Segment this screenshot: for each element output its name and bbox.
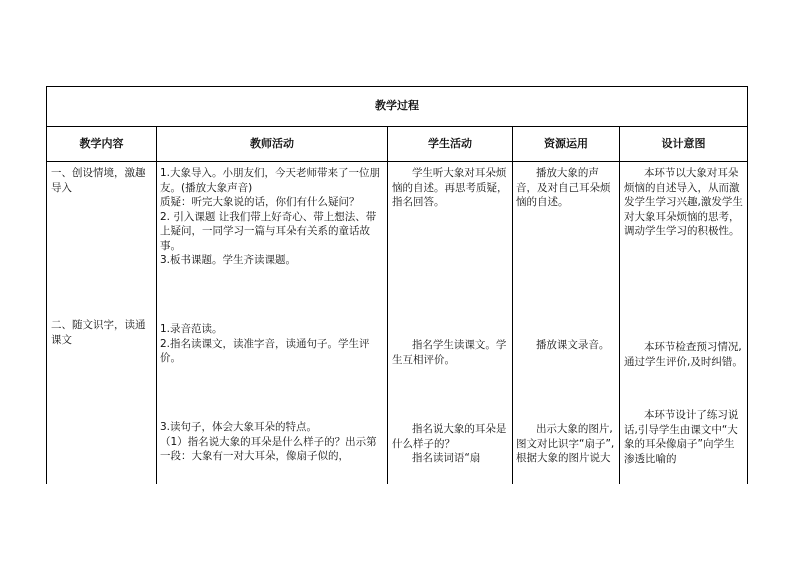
header-student-activity: 学生活动 <box>428 137 472 150</box>
teacher-paragraph: 1.录音范读。 <box>160 323 223 335</box>
table-border-right <box>747 86 748 484</box>
teacher-paragraph: 3.读句子，体会大象耳朵的特点。 <box>160 421 318 433</box>
student-activity-3 <box>392 422 508 484</box>
design-intent-2: 本环节检查预习情况,通过学生评价,及时纠错。 <box>624 341 743 368</box>
student-paragraph: 指名说大象的耳朵是什么样子的？ <box>392 423 507 450</box>
column-divider <box>156 126 157 484</box>
table-border-top <box>46 86 748 87</box>
column-divider <box>512 126 513 484</box>
resource-2: 播放课文录音。 <box>535 339 610 351</box>
teacher-paragraph: （1）指名说大象的耳朵是什么样子的？出示第一段：大象有一对大耳朵，像扇子似的， <box>160 435 377 462</box>
teacher-activity-1 <box>160 166 384 268</box>
content-section-1: 一、创设情境，激趣导入 <box>51 167 146 194</box>
design-intent-3: 本环节设计了练习说话,引导学生由课文中“大象的耳朵像扇子”向学生渗透比喻的 <box>624 409 739 465</box>
student-activity-1: 学生听大象对耳朵烦恼的自述。再思考质疑，指名回答。 <box>392 167 508 208</box>
resource-1: 播放大象的声音，及对自己耳朵烦恼的自述。 <box>516 167 611 208</box>
teacher-activity-2 <box>160 322 384 366</box>
header-design-intent: 设计意图 <box>661 137 706 150</box>
teacher-paragraph: 质疑：听完大象说的话，你们有什么疑问？ <box>160 196 360 208</box>
column-divider <box>619 126 620 484</box>
student-activity-2: 指名学生读课文。学生互相评价。 <box>392 339 507 366</box>
teacher-paragraph: 1.大象导入。小朋友们，今天老师带来了一位朋友。(播放大象声音) <box>160 167 381 194</box>
teacher-paragraph: 2. 引入课题 让我们带上好奇心、带上想法、带上疑问，一同学习一篇与耳朵有关系的童话故事。 <box>160 210 377 252</box>
title-row-divider <box>46 126 748 127</box>
lesson-process-table <box>46 86 748 484</box>
header-teacher-activity: 教师活动 <box>250 137 294 150</box>
teacher-paragraph: 2.指名读课文，读准字音，读通句子。学生评价。 <box>160 337 370 364</box>
teacher-paragraph: 3.板书课题。学生齐读课题。 <box>160 254 297 266</box>
column-divider <box>387 126 388 484</box>
table-title: 教学过程 <box>375 99 419 112</box>
header-content: 教学内容 <box>79 137 124 150</box>
header-row-divider <box>46 161 748 162</box>
resource-3: 出示大象的图片,图文对比识字“扇子”,根据大象的图片说大 <box>516 423 615 464</box>
content-section-2: 二、随文识字，读通课文 <box>51 319 146 346</box>
teacher-activity-3 <box>160 420 384 484</box>
student-paragraph: 指名读词语“扇 <box>411 452 481 464</box>
header-resources: 资源运用 <box>544 137 588 150</box>
design-intent-1: 本环节以大象对耳朵烦恼的自述导入，从而激发学生学习兴趣,激发学生对大象耳朵烦恼的思考，调动学生学习的积极性。 <box>624 167 743 237</box>
